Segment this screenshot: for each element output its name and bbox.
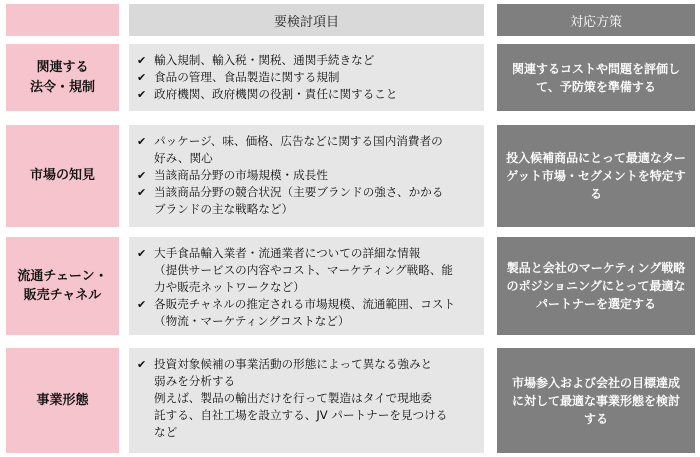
list-item: ✔ 当該商品分野の市場規模・成長性 (137, 168, 328, 182)
header-items: 要検討項目 (129, 4, 484, 36)
row-2-items (129, 125, 484, 227)
list-item: ✔ 投資対象候補の事業活動の形態によって異なる強みと 弱みを分析する (137, 357, 433, 388)
row-4-items (129, 348, 484, 453)
list-item: ✔ パッケージ、味、価格、広告などに関する国内消費者の 好み、関心 (137, 134, 443, 165)
list-item: ✔ 各販売チャネルの推定される市場規模、流通範囲、コスト （物流・マーケティングコストなど） (137, 297, 456, 328)
checkmark-icon: ✔ (137, 298, 147, 311)
row-1-response: 関連するコストや問題を評価し て、予防策を準備する (497, 44, 695, 111)
checkmark-icon: ✔ (137, 54, 147, 67)
row-3-response: 製品と会社のマーケティング戦略 のポジショニングにとって最適な パートナーを選定する (497, 237, 695, 335)
checkmark-icon: ✔ (137, 169, 147, 182)
checkmark-icon: ✔ (137, 88, 147, 101)
checkmark-icon: ✔ (137, 135, 147, 148)
list-item: ✔ 大手食品輸入業者・流通業者についての詳細な情報 （提供サービスの内容やコスト、マーケティング戦略、能 力や販売ネットワークなど） (137, 246, 454, 294)
list-item: ✔ 輸入規制、輸入税・関税、通関手続きなど (137, 53, 375, 67)
row-1-items (129, 44, 484, 111)
row-3-items (129, 237, 484, 335)
row-2-category: 市場の知見 (6, 125, 119, 227)
list-item: ✔ 食品の管理、食品製造に関する規制 (137, 70, 340, 84)
checkmark-icon: ✔ (137, 71, 147, 84)
list-item: ✔ 政府機関、政府機関の役割・責任に関すること (137, 87, 398, 101)
checkmark-icon: ✔ (137, 247, 147, 260)
header-response: 対応方策 (497, 4, 695, 36)
checkmark-icon: ✔ (137, 186, 147, 199)
list-item: ✔ 当該商品分野の競合状況（主要ブランドの強さ、かかる ブランドの主な戦略など） (137, 185, 444, 216)
row-4-category: 事業形態 (6, 348, 119, 453)
header-category-cell (6, 4, 119, 36)
row-4-note: 例えば、製品の輸出だけを行って製造はタイで現地委 託する、自社工場を設立する、JV パートナーを見つける など (154, 391, 448, 439)
row-4-response: 市場参入および会社の目標達成 に対して最適な事業形態を検討 する (497, 348, 695, 453)
row-2-response: 投入候補商品にとって最適なター ゲット市場・セグメントを特定する (497, 125, 695, 227)
checkmark-icon: ✔ (137, 358, 147, 371)
row-3-category: 流通チェーン・ 販売チャネル (6, 237, 119, 335)
row-1-category: 関連する 法令・規制 (6, 44, 119, 111)
